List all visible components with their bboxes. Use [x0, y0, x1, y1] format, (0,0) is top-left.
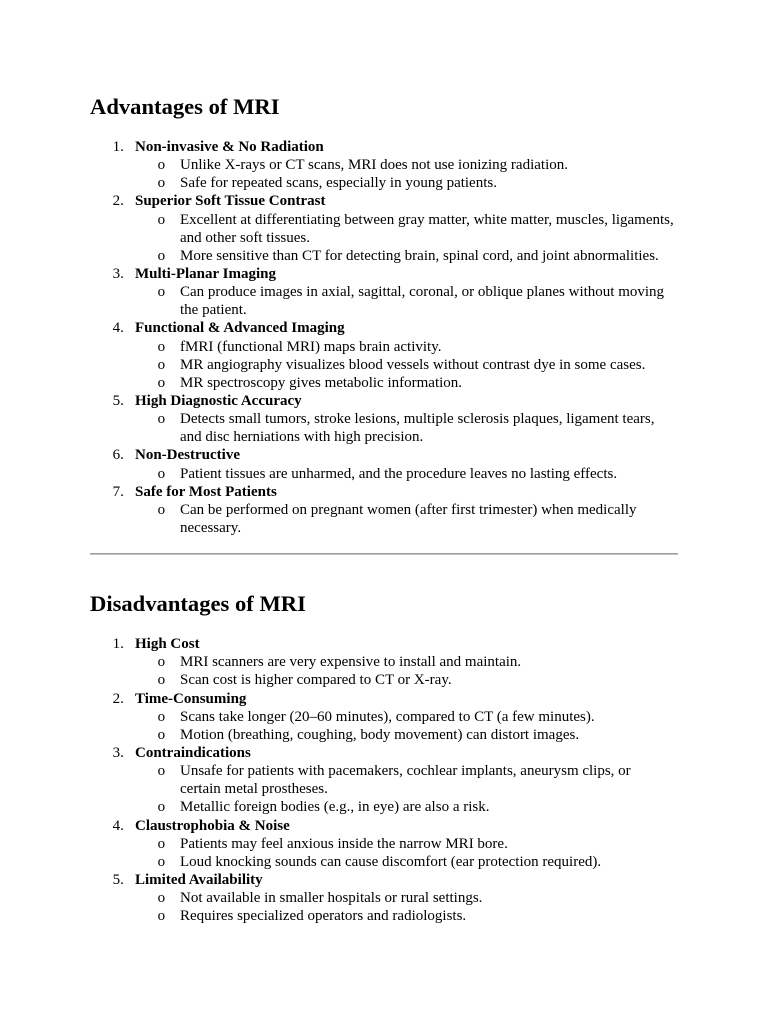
list-item — [112, 138, 674, 192]
point-text: Patients may feel anxious inside the narrow MRI bore. — [180, 835, 508, 852]
list-point — [157, 653, 674, 671]
bullet-marker: o — [157, 672, 166, 689]
sub-list — [135, 653, 674, 689]
list-point — [157, 338, 674, 356]
section-divider — [90, 553, 678, 555]
point-text: Safe for repeated scans, especially in young patients. — [180, 175, 497, 192]
point-text: Patient tissues are unharmed, and the procedure leaves no lasting effects. — [180, 465, 618, 482]
list-point — [157, 410, 674, 446]
bullet-marker: o — [157, 908, 166, 925]
list-point — [157, 174, 674, 192]
bullet-marker: o — [157, 374, 166, 391]
sub-list — [135, 338, 674, 392]
sub-list — [135, 835, 674, 871]
point-text: Unlike X-rays or CT scans, MRI does not use ionizing radiation. — [180, 157, 568, 174]
list-item — [112, 635, 674, 689]
bullet-marker: o — [157, 175, 166, 192]
document-content — [90, 94, 678, 925]
list-point — [157, 853, 674, 871]
item-number: 5. — [112, 392, 124, 409]
item-heading: Limited Availability — [135, 871, 263, 888]
list-item — [112, 817, 674, 871]
sub-list — [135, 762, 674, 816]
list-point — [157, 247, 674, 265]
point-text: Not available in smaller hospitals or rural settings. — [180, 890, 483, 907]
list-item — [112, 446, 674, 482]
item-heading: Safe for Most Patients — [135, 483, 277, 500]
item-heading: Claustrophobia & Noise — [135, 817, 290, 834]
bullet-marker: o — [157, 465, 166, 482]
list-point — [157, 671, 674, 689]
point-text: Scans take longer (20–60 minutes), compared to CT (a few minutes). — [180, 708, 595, 725]
list-point — [157, 762, 674, 798]
advantages-title: Advantages of MRI — [90, 94, 280, 119]
point-text: MR angiography visualizes blood vessels without contrast dye in some cases. — [180, 356, 646, 373]
list-item — [112, 265, 674, 319]
advantages-list — [90, 138, 678, 537]
bullet-marker: o — [157, 211, 166, 228]
point-text: Loud knocking sounds can cause discomfort (ear protection required). — [180, 853, 602, 870]
sub-list — [135, 501, 674, 537]
point-text: Unsafe for patients with pacemakers, cochlear implants, aneurysm clips, or certain metal prostheses. — [180, 763, 631, 798]
disadvantages-title: Disadvantages of MRI — [90, 591, 306, 617]
item-number: 3. — [112, 744, 124, 761]
bullet-marker: o — [157, 799, 166, 816]
point-text: Requires specialized operators and radiologists. — [180, 908, 467, 925]
point-text: Can produce images in axial, sagittal, coronal, or oblique planes without moving the patient. — [180, 284, 665, 319]
point-text: fMRI (functional MRI) maps brain activity. — [180, 338, 442, 355]
bullet-marker: o — [157, 763, 166, 780]
point-text: Excellent at differentiating between gray matter, white matter, muscles, ligaments, and other soft tissues. — [180, 211, 674, 246]
list-point — [157, 798, 674, 816]
list-point — [157, 465, 674, 483]
bullet-marker: o — [157, 726, 166, 743]
list-item — [112, 392, 674, 446]
list-point — [157, 156, 674, 174]
item-heading: Non-Destructive — [135, 447, 240, 464]
list-item — [112, 192, 674, 265]
list-point — [157, 356, 674, 374]
list-point — [157, 211, 674, 247]
item-number: 5. — [112, 871, 124, 888]
bullet-marker: o — [157, 247, 166, 264]
item-heading: Multi-Planar Imaging — [135, 265, 276, 282]
sub-list — [135, 465, 674, 483]
point-text: MR spectroscopy gives metabolic information. — [180, 374, 463, 391]
list-point — [157, 374, 674, 392]
item-heading: High Diagnostic Accuracy — [135, 392, 302, 409]
sub-list — [135, 708, 674, 744]
point-text: MRI scanners are very expensive to install and maintain. — [180, 654, 522, 671]
item-number: 2. — [112, 690, 124, 707]
bullet-marker: o — [157, 708, 166, 725]
item-heading: High Cost — [135, 636, 200, 653]
item-number: 1. — [112, 636, 124, 653]
bullet-marker: o — [157, 853, 166, 870]
list-point — [157, 283, 674, 319]
list-point — [157, 835, 674, 853]
sub-list — [135, 283, 674, 319]
disadvantages-list — [90, 635, 678, 925]
item-heading: Contraindications — [135, 744, 251, 761]
list-item — [112, 319, 674, 392]
item-number: 2. — [112, 193, 124, 210]
bullet-marker: o — [157, 157, 166, 174]
item-heading: Superior Soft Tissue Contrast — [135, 193, 326, 210]
list-item — [112, 744, 674, 817]
bullet-marker: o — [157, 338, 166, 355]
point-text: Can be performed on pregnant women (after first trimester) when medically necessary. — [180, 501, 637, 536]
sub-list — [135, 156, 674, 192]
item-heading: Time-Consuming — [135, 690, 247, 707]
bullet-marker: o — [157, 835, 166, 852]
list-point — [157, 501, 674, 537]
item-number: 7. — [112, 483, 124, 500]
sub-list — [135, 889, 674, 925]
point-text: Scan cost is higher compared to CT or X-ray. — [180, 672, 452, 689]
sub-list — [135, 410, 674, 446]
bullet-marker: o — [157, 356, 166, 373]
point-text: More sensitive than CT for detecting brain, spinal cord, and joint abnormalities. — [180, 247, 659, 264]
list-point — [157, 726, 674, 744]
item-number: 4. — [112, 320, 124, 337]
point-text: Motion (breathing, coughing, body movement) can distort images. — [180, 726, 580, 743]
item-number: 3. — [112, 265, 124, 282]
item-number: 6. — [112, 447, 124, 464]
point-text: Metallic foreign bodies (e.g., in eye) are also a risk. — [180, 799, 490, 816]
bullet-marker: o — [157, 501, 166, 518]
point-text: Detects small tumors, stroke lesions, multiple sclerosis plaques, ligament tears, and disc herniations with high precision. — [180, 411, 655, 446]
bullet-marker: o — [157, 411, 166, 428]
item-number: 1. — [112, 139, 124, 155]
list-point — [157, 907, 674, 925]
list-point — [157, 708, 674, 726]
list-item — [112, 871, 674, 925]
bullet-marker: o — [157, 890, 166, 907]
item-number: 4. — [112, 817, 124, 834]
item-heading: Non-invasive & No Radiation — [135, 139, 324, 155]
bullet-marker: o — [157, 284, 166, 301]
item-heading: Functional & Advanced Imaging — [135, 320, 345, 337]
bullet-marker: o — [157, 654, 166, 671]
sub-list — [135, 211, 674, 265]
list-point — [157, 889, 674, 907]
list-item — [112, 483, 674, 537]
list-item — [112, 690, 674, 744]
